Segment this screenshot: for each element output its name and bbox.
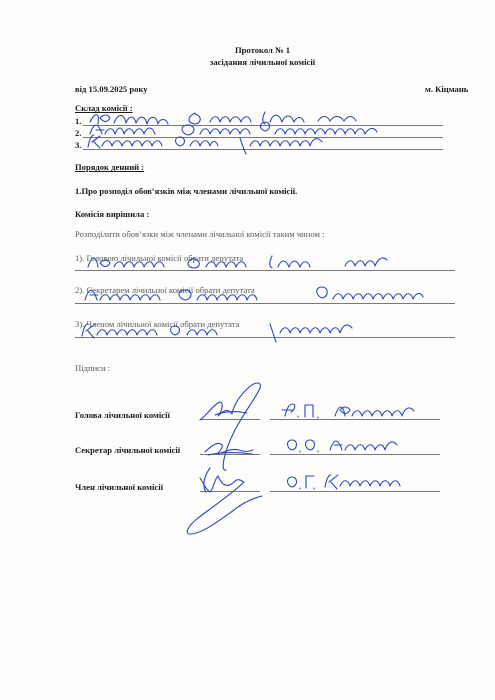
composition-num-1: 1. [75, 116, 82, 126]
document-place: м. Кіцмань [425, 84, 469, 94]
decision-item-3: 3). Членом лічильної комісії обрати депутата [75, 319, 240, 329]
composition-line-2 [83, 137, 443, 138]
signatures-label: Підписи : [75, 363, 111, 373]
decision-line-1 [75, 270, 455, 271]
decision-item-1: 1). Головою лічильної комісії обрати депутата [75, 253, 244, 263]
signature-chair [200, 383, 260, 470]
signature-line-chair [200, 419, 260, 420]
document-date: від 15.09.2025 року [75, 84, 148, 94]
name-line-chair [270, 419, 440, 420]
composition-line-3 [83, 149, 443, 150]
name-line-secretary [270, 454, 440, 455]
decision-line-2 [75, 303, 455, 304]
signature-member [187, 468, 262, 534]
name-line-member [270, 491, 440, 492]
decision-item-2: 2). Секретарем лічильної комісії обрати депутата [75, 285, 255, 295]
agenda-label: Порядок денний : [75, 162, 145, 172]
handwritten-signature-name-chair [282, 404, 414, 418]
handwritten-signature-name-secretary [288, 440, 398, 452]
signature-role-secretary: Секретар лічильної комісії [75, 445, 181, 455]
decision-intro: Розподілити обов’язки між членами лічильної комісії таким чином : [75, 229, 325, 239]
signature-role-chair: Голова лічильної комісії [75, 410, 170, 420]
handwritten-signature-name-member [288, 475, 401, 489]
handwritten-name-composition-2 [90, 122, 377, 135]
signature-line-member [200, 491, 260, 492]
composition-num-3: 3. [75, 140, 82, 150]
handwritten-name-composition-1 [90, 112, 356, 124]
decision-line-3 [75, 337, 455, 338]
signature-line-secretary [200, 454, 260, 455]
signature-role-member: Член лічильної комісії [75, 482, 164, 492]
composition-line-1 [83, 125, 443, 126]
composition-num-2: 2. [75, 128, 82, 138]
composition-label: Склад комісії : [75, 103, 133, 113]
page-title: Протокол № 1 [234, 45, 291, 55]
decision-label: Комісія вирішила : [75, 209, 150, 219]
agenda-item: 1.Про розподіл обов’язків між членами лічильної комісії. [75, 186, 298, 196]
page-subtitle: засідання лічильної комісії [209, 57, 316, 67]
